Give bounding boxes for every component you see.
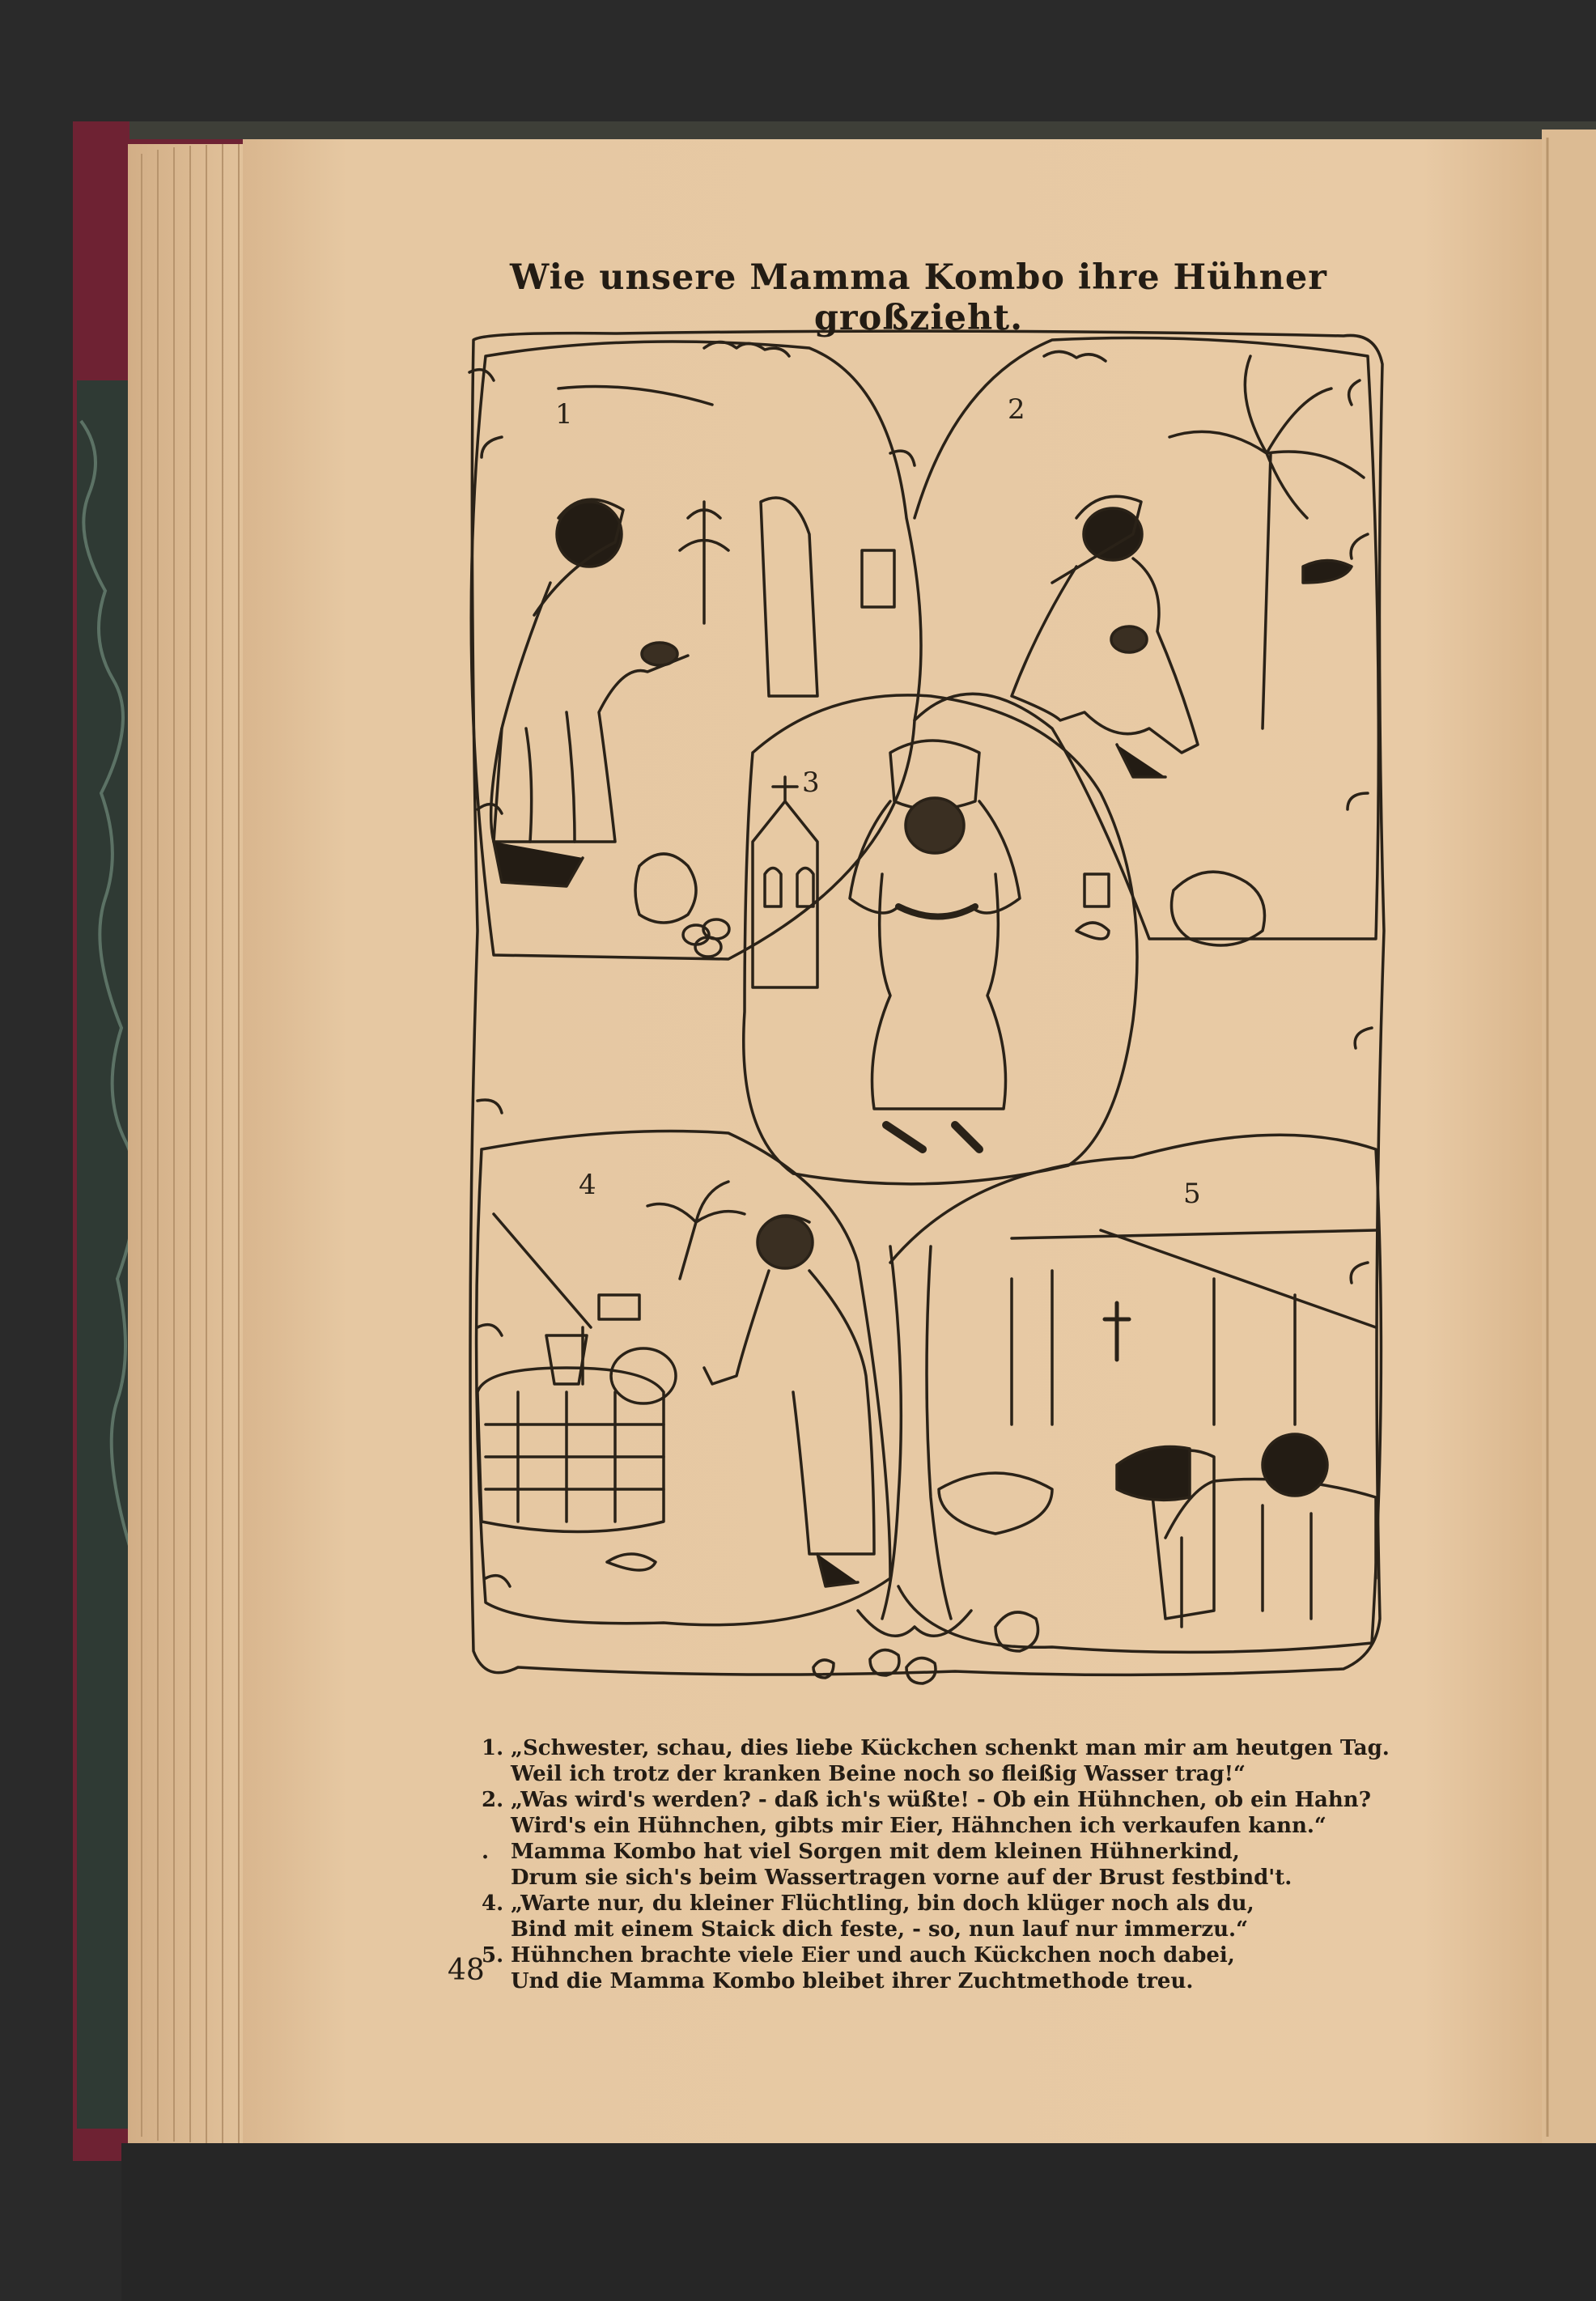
caption-2-line-1 (482, 1787, 1412, 1813)
caption-2-text-2: Wird's ein Hühnchen, gibts mir Eier, Hähnchen ich verkaufen kann.“ (511, 1814, 1326, 1838)
caption-3-text-2: Drum sie sich's beim Wassertragen vorne auf der Brust festbind't. (511, 1866, 1293, 1890)
panel-number-3: 3 (802, 766, 820, 799)
caption-3-line-1 (482, 1839, 1412, 1865)
caption-1-text-1: „Schwester, schau, dies liebe Kückchen schenkt man mir am heutgen Tag. (511, 1736, 1390, 1760)
caption-2-text-1: „Was wird's werden? - daß ich's wüßte! - Ob ein Hühnchen, ob ein Hahn? (511, 1788, 1371, 1812)
caption-3-number: . (482, 1840, 490, 1864)
page-number: 48 (448, 1954, 485, 1987)
caption-5-number: 5. (482, 1943, 504, 1968)
page-title: Wie unsere Mamma Kombo ihre Hühner großzieht. (510, 257, 1327, 338)
caption-5-line-1 (482, 1942, 1412, 1968)
caption-1-line-2 (482, 1761, 1441, 1787)
caption-5-line-2 (482, 1968, 1441, 1994)
panel-number-5: 5 (1183, 1178, 1201, 1210)
caption-3-line-2 (482, 1865, 1441, 1891)
caption-4-text-1: „Warte nur, du kleiner Flüchtling, bin doch klüger noch als du, (511, 1891, 1254, 1916)
caption-4-number: 4. (482, 1891, 504, 1916)
page-stack (128, 144, 249, 2143)
caption-1-text-2: Weil ich trotz der kranken Beine noch so fleißig Wasser trag!“ (511, 1762, 1246, 1786)
caption-5-text-1: Hühnchen brachte viele Eier und auch Kückchen noch dabei, (511, 1943, 1235, 1968)
caption-1-line-1 (482, 1735, 1412, 1761)
bottom-shadow (121, 2143, 1596, 2301)
caption-3-text-1: Mamma Kombo hat viel Sorgen mit dem kleinen Hühnerkind, (511, 1840, 1240, 1864)
caption-4-line-2 (482, 1917, 1441, 1942)
cover-top-edge (129, 121, 1596, 139)
panel-number-2: 2 (1008, 393, 1025, 426)
caption-4-line-1 (482, 1891, 1412, 1917)
caption-2-number: 2. (482, 1788, 504, 1812)
caption-2-line-2 (482, 1813, 1441, 1839)
caption-4-text-2: Bind mit einem Staick dich feste, - so, nun lauf nur immerzu.“ (511, 1917, 1249, 1942)
caption-5-text-2: Und die Mamma Kombo bleibet ihrer Zuchtmethode treu. (511, 1969, 1194, 1993)
caption-1-number: 1. (482, 1736, 504, 1760)
panel-number-4: 4 (579, 1169, 596, 1201)
facing-page (1542, 129, 1596, 2145)
panel-number-1: 1 (555, 398, 573, 431)
